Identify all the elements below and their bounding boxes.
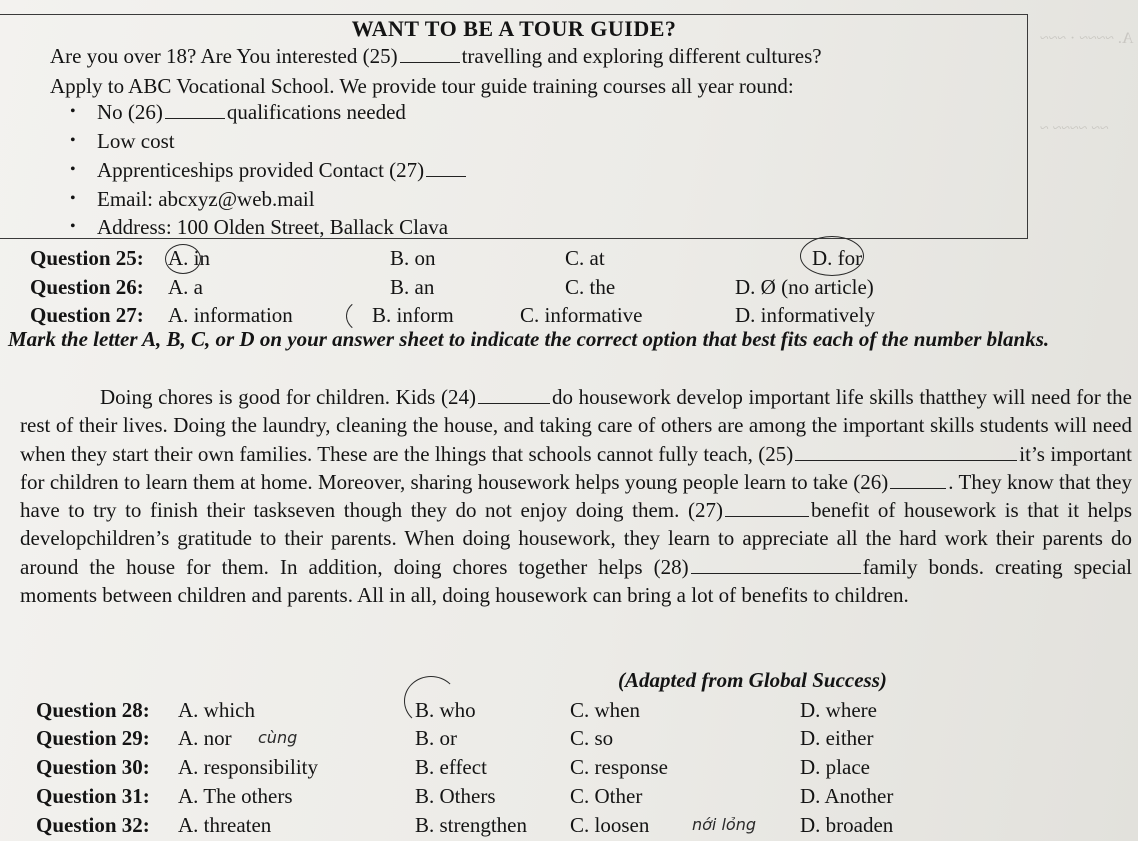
- q28-option-a[interactable]: A. which: [178, 698, 255, 722]
- q28-option-d[interactable]: D. where: [800, 698, 877, 722]
- blank-26-passage[interactable]: [890, 487, 946, 489]
- q25-option-b[interactable]: B. on: [390, 246, 436, 270]
- bullet-dot: •: [70, 190, 76, 207]
- q26-option-b[interactable]: B. an: [390, 275, 435, 299]
- q30-option-a[interactable]: A. responsibility: [178, 755, 318, 779]
- question-31-label: Question 31:: [36, 784, 150, 808]
- q32-option-d[interactable]: D. broaden: [800, 813, 894, 837]
- q25-option-d[interactable]: D. for: [812, 246, 863, 270]
- q27-option-a[interactable]: A. information: [168, 303, 293, 327]
- q26-option-a[interactable]: A. a: [168, 275, 203, 299]
- bullet-dot: •: [70, 103, 76, 120]
- q31-option-a[interactable]: A. The others: [178, 784, 293, 808]
- ad-bullet-3: Apprenticeships provided Contact (27): [97, 158, 468, 183]
- answer-circle-mark: [165, 244, 201, 274]
- blank-27[interactable]: [426, 175, 466, 177]
- ad-bullet-2: Low cost: [97, 129, 175, 153]
- handwritten-note: nới lỏng: [692, 815, 756, 834]
- ad-line-2: Apply to ABC Vocational School. We provide tour guide training courses all year round:: [50, 74, 794, 98]
- answer-circle-mark: [800, 236, 864, 276]
- q32-option-a[interactable]: A. threaten: [178, 813, 272, 837]
- question-26-label: Question 26:: [30, 275, 144, 299]
- q25-option-c[interactable]: C. at: [565, 246, 605, 270]
- question-32-label: Question 32:: [36, 813, 150, 837]
- source-citation: (Adapted from Global Success): [618, 668, 887, 692]
- q29-option-b[interactable]: B. or: [415, 726, 457, 750]
- ad-bullet-5: Address: 100 Olden Street, Ballack Clava: [97, 215, 449, 239]
- q25-option-a[interactable]: A. in: [168, 246, 210, 270]
- blank-24[interactable]: [478, 402, 550, 404]
- q30-option-c[interactable]: C. response: [570, 755, 668, 779]
- ad-title: WANT TO BE A TOUR GUIDE?: [351, 16, 677, 41]
- blank-27-passage[interactable]: [725, 515, 809, 517]
- handwritten-note: cùng: [258, 728, 298, 747]
- q26-option-c[interactable]: C. the: [565, 275, 616, 299]
- q27-option-d[interactable]: D. informatively: [735, 303, 875, 327]
- q28-option-c[interactable]: C. when: [570, 698, 640, 722]
- ad-bullet-4: Email: abcxyz@web.mail: [97, 187, 315, 211]
- q32-option-b[interactable]: B. strengthen: [415, 813, 527, 837]
- q31-option-d[interactable]: D. Another: [800, 784, 894, 808]
- bleed-through-text: A. ~~~~ · ~~~: [1040, 30, 1134, 47]
- answer-circle-mark: [404, 676, 458, 726]
- q26-option-d[interactable]: D. Ø (no article): [735, 275, 874, 299]
- bullet-dot: •: [70, 161, 76, 178]
- q29-option-d[interactable]: D. either: [800, 726, 874, 750]
- q32-option-c[interactable]: C. loosen: [570, 813, 650, 837]
- instruction-text: Mark the letter A, B, C, or D on your answer sheet to indicate the correct option that best fits each of the number blanks.: [8, 327, 1050, 351]
- question-29-label: Question 29:: [36, 726, 150, 750]
- ad-line-1: Are you over 18? Are You interested (25) travelling and exploring different cultures?: [50, 44, 822, 68]
- blank-28[interactable]: [691, 572, 861, 574]
- reading-passage: Doing chores is good for children. Kids (24) do housework develop important life skills thatthey will need for the rest of their lives. Doing the laundry, cleaning the house, and taking care of others are among the important skills students will need when they start their own families. These are the lhings that schools cannot fully teach, (25) it’s important for children to learn them at home. Moreover, sharing housework helps young people learn to take (26) . They know that they have to try to finish their taskseven though they do not enjoy doing them. (27) benefit of housework is that it helps developchildren’s gratitude to their parents. When doing housework, they learn to appreciate all the hard work their parents do around the house for them. In addition, doing chores together helps (28) family bonds. creating special moments between children and parents. All in all, doing housework can bring a lot of benefits to children.: [20, 385, 1133, 608]
- q27-option-c[interactable]: C. informative: [520, 303, 643, 327]
- question-28-label: Question 28:: [36, 698, 150, 722]
- q31-option-c[interactable]: C. Other: [570, 784, 643, 808]
- bullet-dot: •: [70, 218, 76, 235]
- q27-option-b[interactable]: B. inform: [372, 303, 454, 327]
- q30-option-b[interactable]: B. effect: [415, 755, 487, 779]
- blank-26[interactable]: [165, 117, 225, 119]
- question-30-label: Question 30:: [36, 755, 150, 779]
- q29-option-a[interactable]: A. nor: [178, 726, 232, 750]
- q28-option-b[interactable]: B. who: [415, 698, 476, 722]
- question-27-label: Question 27:: [30, 303, 144, 327]
- ad-bullet-1: No (26) qualifications needed: [97, 100, 406, 124]
- q30-option-d[interactable]: D. place: [800, 755, 870, 779]
- bleed-through-text: ~~ ~~~~ ~: [1040, 120, 1109, 137]
- bullet-dot: •: [70, 132, 76, 149]
- blank-25-passage[interactable]: [795, 459, 1017, 461]
- question-25-label: Question 25:: [30, 246, 144, 270]
- q31-option-b[interactable]: B. Others: [415, 784, 496, 808]
- q29-option-c[interactable]: C. so: [570, 726, 614, 750]
- blank-25[interactable]: [400, 61, 460, 63]
